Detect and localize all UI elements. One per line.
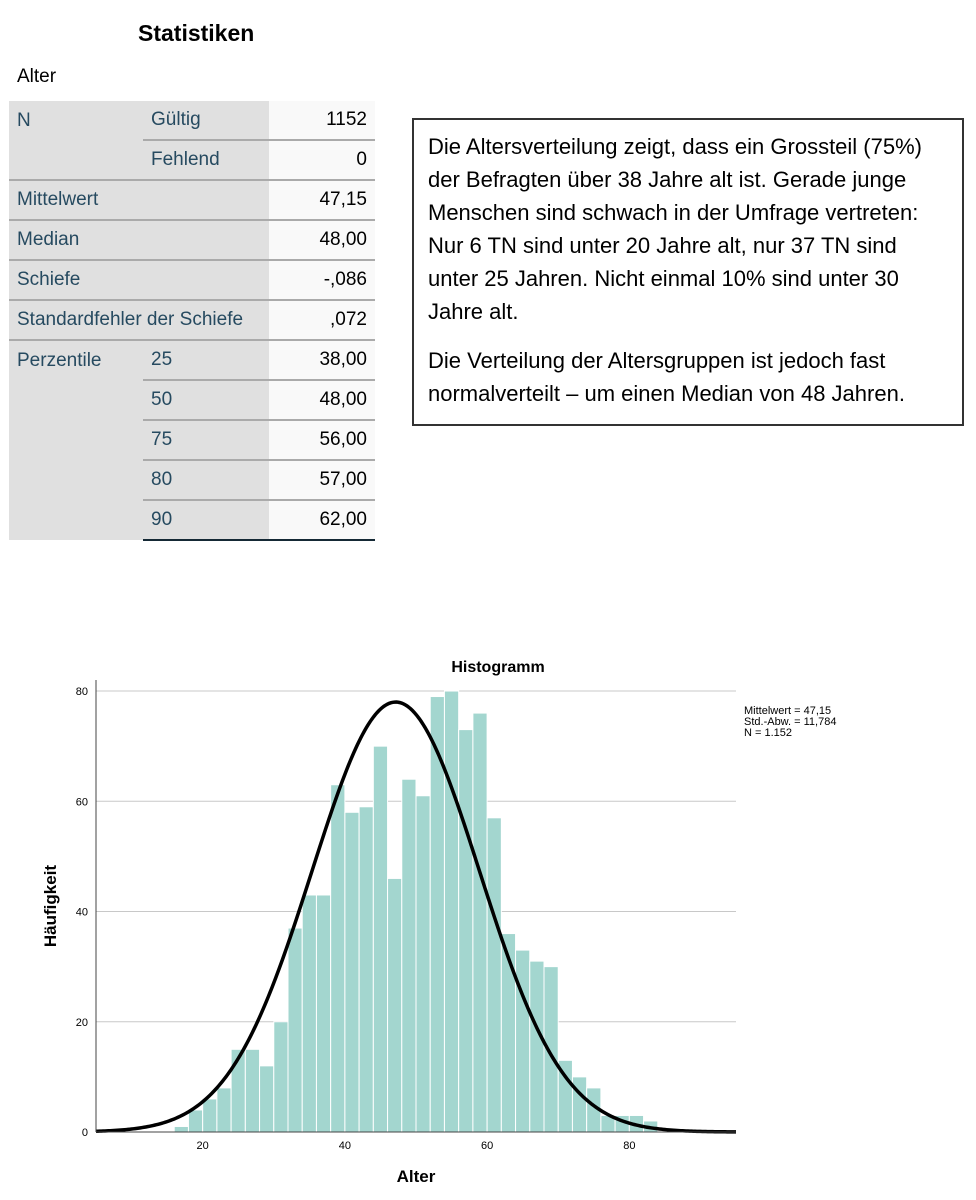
row-label xyxy=(9,380,143,420)
histogram-chart xyxy=(0,648,976,1200)
row-sublabel: 25 xyxy=(143,340,269,380)
histogram-bar xyxy=(572,1077,586,1132)
histogram-bar xyxy=(402,779,416,1132)
histogram-bar xyxy=(316,895,330,1132)
row-value: 62,00 xyxy=(269,500,375,540)
statistics-table xyxy=(9,101,375,541)
row-label: Schiefe xyxy=(9,260,269,300)
histogram-bar xyxy=(373,746,387,1132)
histogram-bar xyxy=(217,1088,231,1132)
histogram-bar xyxy=(174,1126,188,1132)
table-row xyxy=(9,140,375,180)
row-label xyxy=(9,140,143,180)
histogram-bar xyxy=(473,713,487,1132)
histogram-bar xyxy=(302,895,316,1132)
table-row xyxy=(9,260,375,300)
interpretation-note xyxy=(412,118,964,426)
histogram-bar xyxy=(388,878,402,1132)
row-label: Perzentile xyxy=(9,340,143,380)
row-label xyxy=(9,420,143,460)
histogram-bar xyxy=(416,796,430,1132)
table-row xyxy=(9,101,375,140)
histogram-bar xyxy=(331,785,345,1132)
histogram-bar xyxy=(359,807,373,1132)
note-paragraph-2: Die Verteilung der Altersgruppen ist jedoch fast normalverteilt – um einen Median von 48 Jahren. xyxy=(428,348,905,406)
row-value: 0 xyxy=(269,140,375,180)
row-sublabel: Fehlend xyxy=(143,140,269,180)
histogram-bar xyxy=(245,1049,259,1132)
row-value: 57,00 xyxy=(269,460,375,500)
y-tick-label: 0 xyxy=(81,1127,88,1139)
statistics-title: Statistiken xyxy=(138,20,255,46)
histogram-bar xyxy=(501,934,515,1132)
histogram-bar xyxy=(487,818,501,1132)
row-value: 48,00 xyxy=(269,220,375,260)
histogram-bar xyxy=(288,928,302,1132)
row-label: N xyxy=(9,101,143,140)
table-row xyxy=(9,220,375,260)
row-value: ,072 xyxy=(269,300,375,340)
x-axis-label: Alter xyxy=(396,1167,436,1186)
histogram-bar xyxy=(444,691,458,1132)
histogram-bar xyxy=(274,1022,288,1132)
table-row xyxy=(9,380,375,420)
row-sublabel: 80 xyxy=(143,460,269,500)
histogram-bar xyxy=(530,961,544,1132)
histogram-bar xyxy=(260,1066,274,1132)
table-row xyxy=(9,180,375,220)
chart-title: Histogramm xyxy=(451,659,545,676)
x-tick-label: 60 xyxy=(480,1140,494,1152)
histogram-bar xyxy=(345,812,359,1132)
variable-label: Alter xyxy=(17,66,57,87)
table-row xyxy=(9,420,375,460)
row-value: 48,00 xyxy=(269,380,375,420)
table-row xyxy=(9,340,375,380)
row-label: Standardfehler der Schiefe xyxy=(9,300,269,340)
row-value: -,086 xyxy=(269,260,375,300)
y-axis-label: Häufigkeit xyxy=(41,864,60,948)
histogram-bar xyxy=(459,730,473,1132)
chart-legend xyxy=(744,705,836,739)
row-value: 1152 xyxy=(269,101,375,140)
row-label: Mittelwert xyxy=(9,180,269,220)
legend-entry: Std.-Abw. = 11,784 xyxy=(744,716,837,728)
table-row xyxy=(9,460,375,500)
legend-entry: Mittelwert = 47,15 xyxy=(744,705,832,717)
row-value: 47,15 xyxy=(269,180,375,220)
row-sublabel: 75 xyxy=(143,420,269,460)
row-sublabel: 90 xyxy=(143,500,269,540)
row-value: 38,00 xyxy=(269,340,375,380)
x-tick-label: 80 xyxy=(623,1140,636,1152)
row-sublabel: Gültig xyxy=(143,101,269,140)
row-label xyxy=(9,460,143,500)
row-sublabel: 50 xyxy=(143,380,269,420)
y-tick-label: 80 xyxy=(75,686,88,699)
histogram-bar xyxy=(203,1099,217,1132)
y-tick-label: 40 xyxy=(75,906,88,919)
x-tick-label: 40 xyxy=(338,1140,352,1152)
y-tick-label: 60 xyxy=(75,796,88,809)
histogram-bar xyxy=(188,1110,202,1132)
x-tick-label: 20 xyxy=(196,1140,209,1152)
table-row xyxy=(9,500,375,540)
legend-entry: N = 1.152 xyxy=(744,727,793,739)
histogram-bar xyxy=(516,950,530,1132)
row-value: 56,00 xyxy=(269,420,375,460)
row-label: Median xyxy=(9,220,269,260)
table-row xyxy=(9,300,375,340)
y-tick-label: 20 xyxy=(75,1016,88,1029)
note-paragraph-1: Die Altersverteilung zeigt, dass ein Grossteil (75%) der Befragten über 38 Jahre alt ist. Gerade junge Menschen sind schwach in der Umfrage vertreten: Nur 6 TN sind unter 20 Jahre alt, nur 37 TN sind unter 25 Jahren. Nicht einmal 10% sind unter 30 Jahre alt. xyxy=(428,134,922,324)
row-label xyxy=(9,500,143,540)
